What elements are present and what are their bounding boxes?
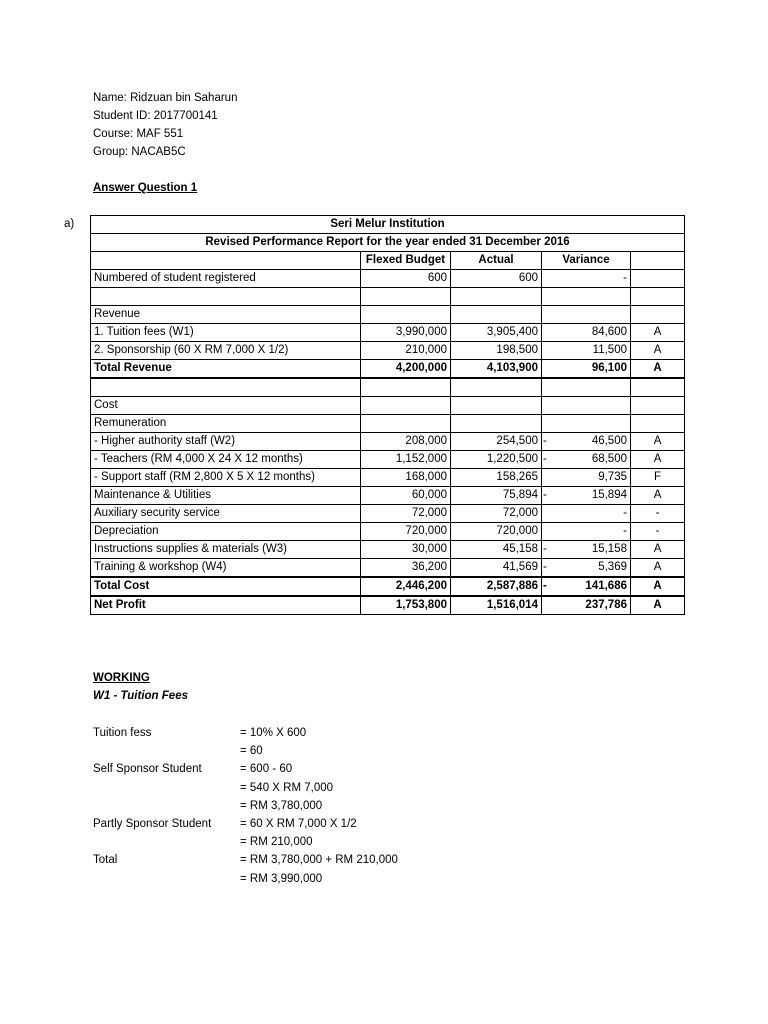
row-label: Training & workshop (W4) — [91, 559, 361, 578]
flag-cell: A — [631, 433, 685, 451]
row-label: Revenue — [91, 306, 361, 324]
flexed-budget-cell: 208,000 — [361, 433, 451, 451]
table-row — [91, 523, 685, 541]
working-label: Total — [93, 854, 118, 867]
variance-cell: 9,735 — [550, 469, 631, 487]
table-row — [91, 577, 685, 596]
actual-cell: 158,265 — [451, 469, 542, 487]
actual-cell — [451, 397, 542, 415]
flag-cell — [631, 378, 685, 397]
table-row — [91, 324, 685, 342]
flag-cell — [631, 288, 685, 306]
working-value: = 60 — [240, 745, 263, 758]
row-label: Net Profit — [91, 596, 361, 615]
variance-cell: 237,786 — [550, 596, 631, 615]
working-value: = RM 3,780,000 + RM 210,000 — [240, 854, 398, 867]
variance-cell: 11,500 — [550, 342, 631, 360]
working-value: = RM 3,780,000 — [240, 799, 323, 812]
row-label: - Support staff (RM 2,800 X 5 X 12 months) — [91, 469, 361, 487]
flag-cell — [631, 415, 685, 433]
table-row — [91, 342, 685, 360]
flexed-budget-cell: 600 — [361, 270, 451, 288]
flag-cell — [631, 306, 685, 324]
row-label — [91, 288, 361, 306]
variance-sign-cell: - — [542, 487, 550, 505]
variance-sign-cell — [542, 270, 550, 288]
variance-sign-cell — [542, 324, 550, 342]
flexed-budget-cell: 30,000 — [361, 541, 451, 559]
variance-sign-cell — [542, 397, 550, 415]
table-row — [91, 306, 685, 324]
actual-cell: 41,569 — [451, 559, 542, 578]
performance-report-table — [90, 215, 685, 615]
table-row — [91, 469, 685, 487]
variance-cell: - — [550, 270, 631, 288]
table-row — [91, 360, 685, 379]
flag-cell: A — [631, 324, 685, 342]
column-header-actual: Actual — [451, 252, 542, 270]
row-label: Remuneration — [91, 415, 361, 433]
actual-cell: 72,000 — [451, 505, 542, 523]
flexed-budget-cell: 168,000 — [361, 469, 451, 487]
variance-sign-cell: - — [542, 433, 550, 451]
flexed-budget-cell: 60,000 — [361, 487, 451, 505]
variance-cell: 84,600 — [550, 324, 631, 342]
variance-sign-cell — [542, 415, 550, 433]
row-label: Total Revenue — [91, 360, 361, 379]
actual-cell: 254,500 — [451, 433, 542, 451]
table-row — [91, 451, 685, 469]
flag-cell: A — [631, 487, 685, 505]
actual-cell: 3,905,400 — [451, 324, 542, 342]
working-value: = 540 X RM 7,000 — [240, 781, 334, 794]
actual-cell: 4,103,900 — [451, 360, 542, 379]
flag-cell — [631, 270, 685, 288]
variance-cell — [550, 415, 631, 433]
working-value: = RM 3,990,000 — [240, 872, 323, 885]
variance-sign-cell — [542, 342, 550, 360]
actual-cell: 600 — [451, 270, 542, 288]
table-row — [91, 559, 685, 578]
flexed-budget-cell: 2,446,200 — [361, 577, 451, 596]
variance-sign-cell — [542, 505, 550, 523]
actual-cell — [451, 288, 542, 306]
row-label — [91, 378, 361, 397]
working-label: Tuition fess — [93, 727, 152, 739]
flag-cell: A — [631, 451, 685, 469]
flexed-budget-cell: 210,000 — [361, 342, 451, 360]
flexed-budget-cell — [361, 288, 451, 306]
actual-cell: 45,158 — [451, 541, 542, 559]
variance-sign-cell — [542, 360, 550, 379]
table-row — [91, 487, 685, 505]
table-row — [91, 378, 685, 397]
variance-sign-cell: - — [542, 577, 550, 596]
row-label: - Teachers (RM 4,000 X 24 X 12 months) — [91, 451, 361, 469]
report-title: Seri Melur Institution — [91, 216, 685, 234]
table-row — [91, 433, 685, 451]
actual-cell: 720,000 — [451, 523, 542, 541]
variance-cell — [550, 397, 631, 415]
table-row — [91, 541, 685, 559]
actual-cell — [451, 306, 542, 324]
variance-cell: - — [550, 523, 631, 541]
variance-sign-cell — [542, 523, 550, 541]
flag-cell: A — [631, 342, 685, 360]
actual-cell — [451, 378, 542, 397]
variance-sign-cell: - — [542, 559, 550, 578]
working-label: Self Sponsor Student — [93, 763, 202, 776]
working-title: WORKING — [93, 672, 150, 684]
w1-title: W1 - Tuition Fees — [93, 690, 188, 702]
flexed-budget-cell: 72,000 — [361, 505, 451, 523]
course: Course: MAF 551 — [93, 128, 184, 140]
report-subtitle: Revised Performance Report for the year ended 31 December 2016 — [91, 234, 685, 252]
flag-cell: - — [631, 505, 685, 523]
flexed-budget-cell: 1,152,000 — [361, 451, 451, 469]
row-label: Numbered of student registered — [91, 270, 361, 288]
table-row — [91, 596, 685, 615]
column-header-flexed-budget: Flexed Budget — [361, 252, 451, 270]
working-label: Partly Sponsor Student — [93, 818, 212, 830]
flexed-budget-cell — [361, 306, 451, 324]
student-id: Student ID: 2017700141 — [93, 110, 218, 122]
student-name: Name: Ridzuan bin Saharun — [93, 92, 238, 104]
flexed-budget-cell: 4,200,000 — [361, 360, 451, 379]
variance-cell: 46,500 — [550, 433, 631, 451]
flag-cell: A — [631, 360, 685, 379]
working-value: = RM 210,000 — [240, 836, 313, 849]
flexed-budget-cell — [361, 378, 451, 397]
flexed-budget-cell — [361, 415, 451, 433]
variance-sign-cell: - — [542, 451, 550, 469]
table-row — [91, 505, 685, 523]
row-label: 2. Sponsorship (60 X RM 7,000 X 1/2) — [91, 342, 361, 360]
table-row — [91, 397, 685, 415]
row-label: Instructions supplies & materials (W3) — [91, 541, 361, 559]
flag-cell: A — [631, 577, 685, 596]
header-flag-blank — [631, 252, 685, 270]
row-label: Maintenance & Utilities — [91, 487, 361, 505]
variance-sign-cell — [542, 378, 550, 397]
flexed-budget-cell: 3,990,000 — [361, 324, 451, 342]
working-value: = 10% X 600 — [240, 727, 307, 739]
flag-cell: A — [631, 559, 685, 578]
variance-cell — [550, 378, 631, 397]
actual-cell: 75,894 — [451, 487, 542, 505]
actual-cell: 1,220,500 — [451, 451, 542, 469]
working-value: = 600 - 60 — [240, 763, 293, 776]
variance-cell: 141,686 — [550, 577, 631, 596]
group: Group: NACAB5C — [93, 146, 186, 158]
flexed-budget-cell: 1,753,800 — [361, 596, 451, 615]
flexed-budget-cell: 720,000 — [361, 523, 451, 541]
variance-cell: 68,500 — [550, 451, 631, 469]
row-label: Auxiliary security service — [91, 505, 361, 523]
flexed-budget-cell — [361, 397, 451, 415]
variance-cell: 96,100 — [550, 360, 631, 379]
actual-cell — [451, 415, 542, 433]
header-blank — [91, 252, 361, 270]
part-label: a) — [64, 218, 75, 230]
variance-cell — [550, 288, 631, 306]
working-value: = 60 X RM 7,000 X 1/2 — [240, 818, 357, 830]
variance-sign-cell: - — [542, 541, 550, 559]
variance-sign-cell — [542, 288, 550, 306]
variance-cell: - — [550, 505, 631, 523]
variance-cell: 5,369 — [550, 559, 631, 578]
row-label: Depreciation — [91, 523, 361, 541]
variance-cell: 15,158 — [550, 541, 631, 559]
variance-cell: 15,894 — [550, 487, 631, 505]
table-row — [91, 288, 685, 306]
row-label: Cost — [91, 397, 361, 415]
answer-title: Answer Question 1 — [93, 182, 198, 194]
variance-sign-cell — [542, 469, 550, 487]
actual-cell: 2,587,886 — [451, 577, 542, 596]
actual-cell: 1,516,014 — [451, 596, 542, 615]
flag-cell: - — [631, 523, 685, 541]
variance-sign-cell — [542, 306, 550, 324]
actual-cell: 198,500 — [451, 342, 542, 360]
column-header-variance: Variance — [542, 252, 631, 270]
flag-cell: F — [631, 469, 685, 487]
row-label: 1. Tuition fees (W1) — [91, 324, 361, 342]
table-row — [91, 270, 685, 288]
table-row — [91, 415, 685, 433]
flag-cell — [631, 397, 685, 415]
row-label: - Higher authority staff (W2) — [91, 433, 361, 451]
row-label: Total Cost — [91, 577, 361, 596]
flexed-budget-cell: 36,200 — [361, 559, 451, 578]
flag-cell: A — [631, 541, 685, 559]
variance-sign-cell — [542, 596, 550, 615]
flag-cell: A — [631, 596, 685, 615]
variance-cell — [550, 306, 631, 324]
